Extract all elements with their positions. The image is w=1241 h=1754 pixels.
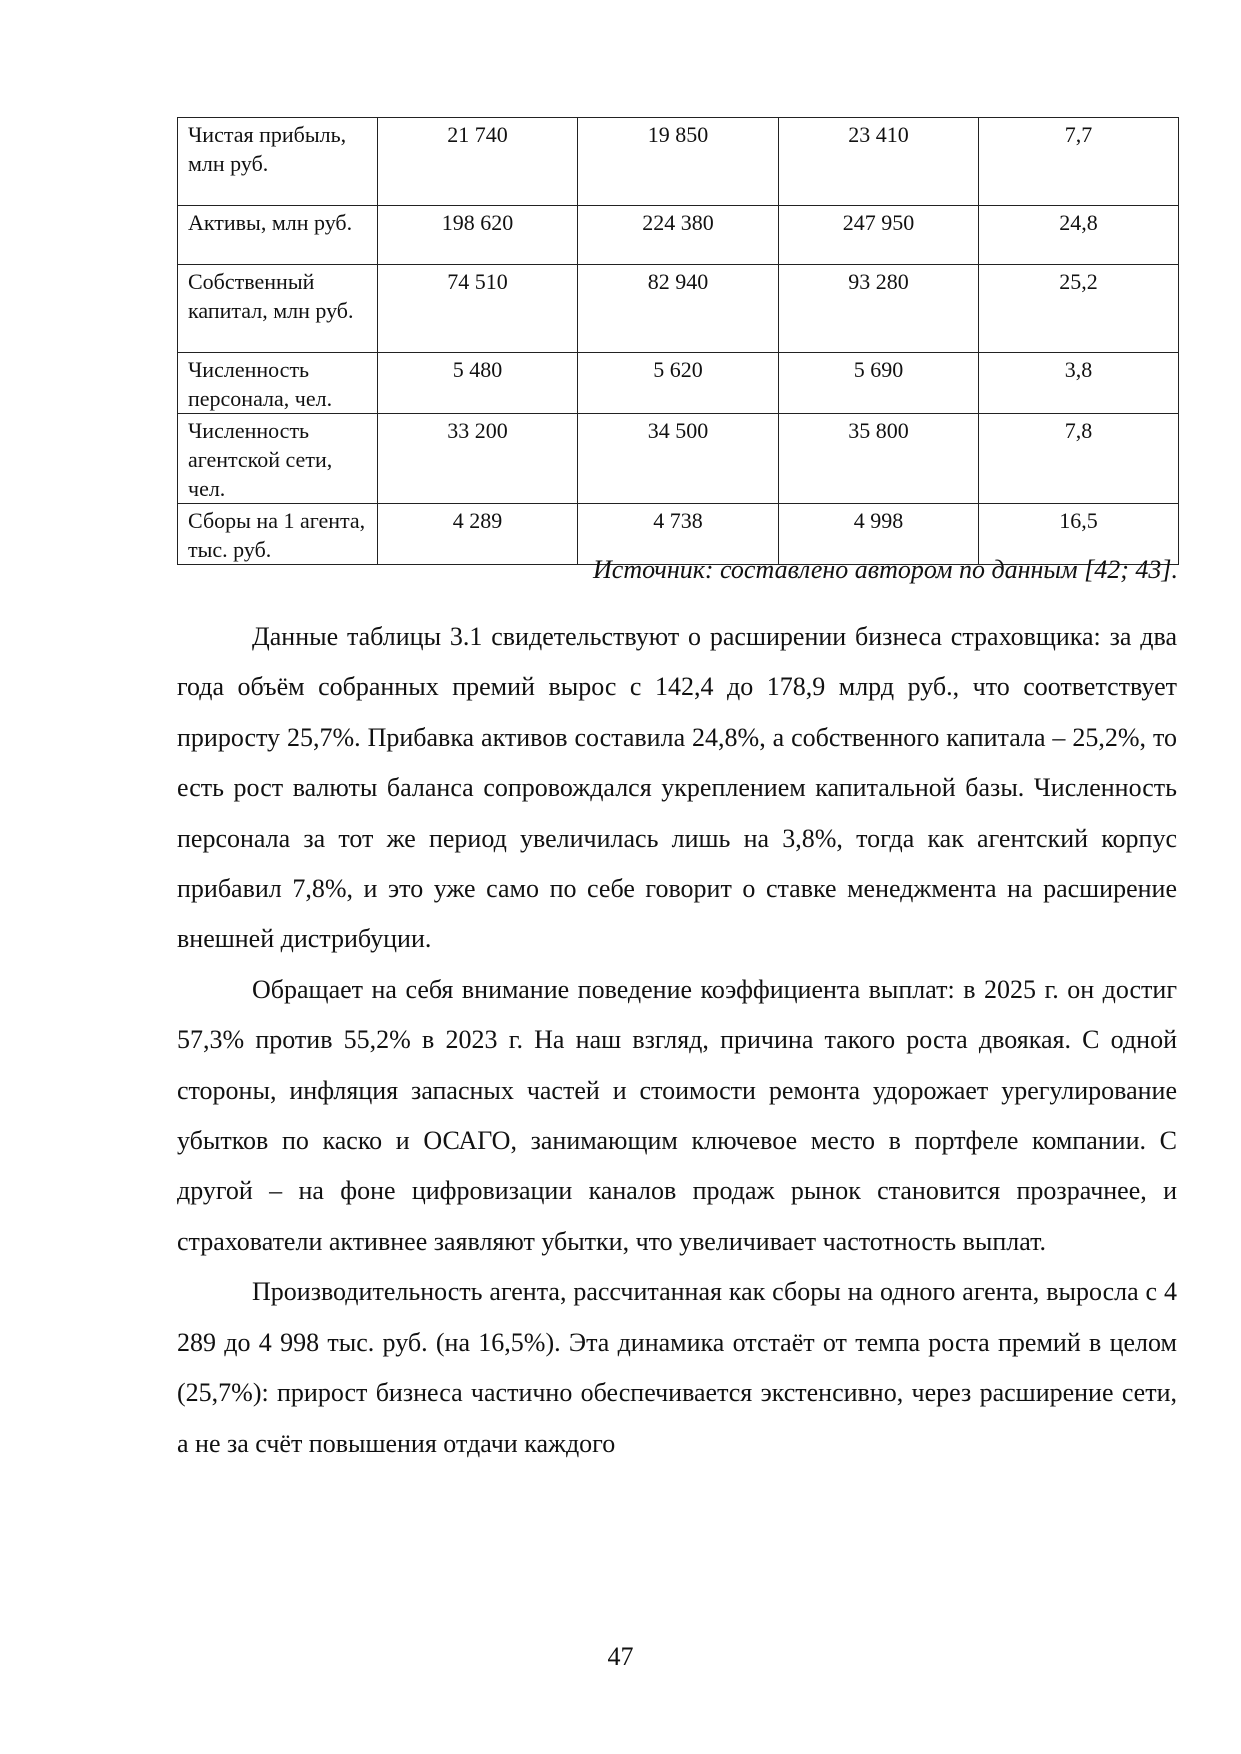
table-cell: 4 738: [578, 504, 779, 565]
row-label: Сборы на 1 агента, тыс. руб.: [178, 504, 378, 565]
table-cell: 7,8: [979, 414, 1179, 504]
row-label: Активы, млн руб.: [178, 206, 378, 265]
table-cell: 24,8: [979, 206, 1179, 265]
paragraph: Обращает на себя внимание поведение коэффициента выплат: в 2025 г. он достиг 57,3% против 55,2% в 2023 г. На наш взгляд, причина такого роста двоякая. С одной стороны, инфляция запасных частей и стоимости ремонта удорожает урегулирование убытков по каско и ОСАГО, занимающим ключевое место в портфеле компании. С другой – на фоне цифровизации каналов продаж рынок становится прозрачнее, и страхователи активнее заявляют убытки, что увеличивает частотность выплат.: [177, 974, 1177, 1256]
row-label: Собственный капитал, млн руб.: [178, 265, 378, 353]
table-cell: 19 850: [578, 118, 779, 206]
table-cell: 198 620: [378, 206, 578, 265]
table-row: [178, 265, 1179, 353]
table-cell: 5 480: [378, 353, 578, 414]
table-cell: 82 940: [578, 265, 779, 353]
table-cell: 247 950: [779, 206, 979, 265]
table-row: [178, 118, 1179, 206]
table-cell: 34 500: [578, 414, 779, 504]
row-label: Численность персонала, чел.: [178, 353, 378, 414]
table-cell: 23 410: [779, 118, 979, 206]
row-label: Численность агентской сети, чел.: [178, 414, 378, 504]
table-cell: 3,8: [979, 353, 1179, 414]
table-cell: 16,5: [979, 504, 1179, 565]
table-cell: 74 510: [378, 265, 578, 353]
table-row: [178, 206, 1179, 265]
paragraph: Производительность агента, рассчитанная как сборы на одного агента, выросла с 4 289 до 4 998 тыс. руб. (на 16,5%). Эта динамика отстаёт от темпа роста премий в целом (25,7%): прирост бизнеса частично обеспечивается экстенсивно, через расширение сети, а не за счёт повышения отдачи каждого: [177, 1277, 1177, 1458]
indicators-table: [177, 117, 1179, 565]
table-cell: 4 998: [779, 504, 979, 565]
table-cell: 33 200: [378, 414, 578, 504]
table-cell: 4 289: [378, 504, 578, 565]
table-cell: 21 740: [378, 118, 578, 206]
row-label: Чистая прибыль, млн руб.: [178, 118, 378, 206]
table-row: [178, 353, 1179, 414]
table-cell: 224 380: [578, 206, 779, 265]
table-cell: 5 620: [578, 353, 779, 414]
table-cell: 7,7: [979, 118, 1179, 206]
table-source-note: Источник: составлено автором по данным [42; 43].: [593, 555, 1178, 584]
table-cell: 5 690: [779, 353, 979, 414]
table-cell: 25,2: [979, 265, 1179, 353]
table-cell: 35 800: [779, 414, 979, 504]
body-text: [177, 612, 1177, 1469]
paragraph: Данные таблицы 3.1 свидетельствуют о расширении бизнеса страховщика: за два года объём собранных премий вырос с 142,4 до 178,9 млрд руб., что соответствует приросту 25,7%. Прибавка активов составила 24,8%, а собственного капитала – 25,2%, то есть рост валюты баланса сопровождался укреплением капитальной базы. Численность персонала за тот же период увеличилась лишь на 3,8%, тогда как агентский корпус прибавил 7,8%, и это уже само по себе говорит о ставке менеджмента на расширение внешней дистрибуции.: [177, 622, 1177, 954]
page-number: 47: [607, 1642, 634, 1671]
table-row: [178, 414, 1179, 504]
table-cell: 93 280: [779, 265, 979, 353]
